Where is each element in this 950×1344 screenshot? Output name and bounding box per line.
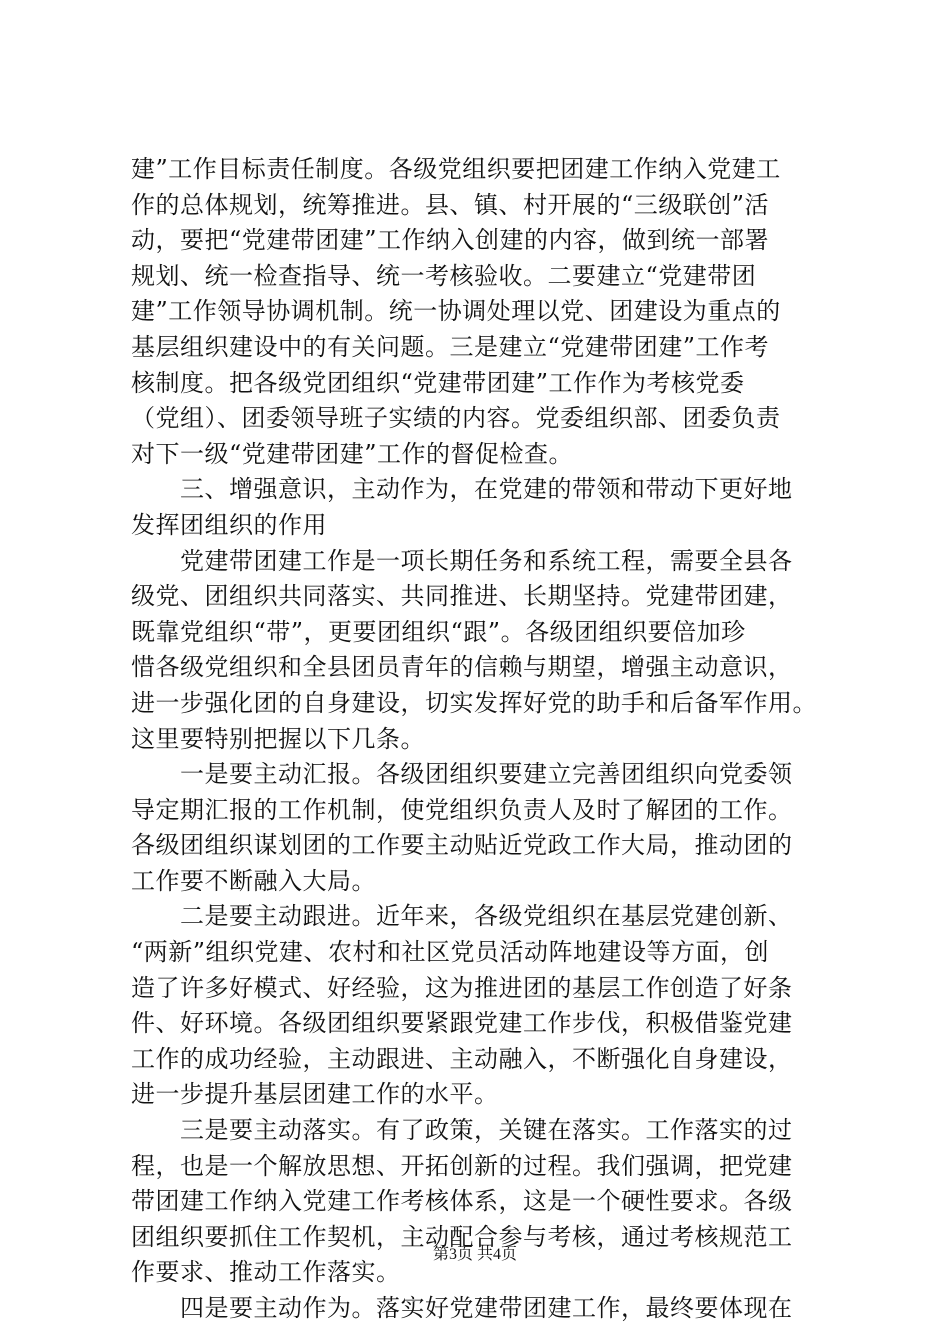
document-body [131, 152, 833, 1327]
text-line: 三是要主动落实。有了政策，关键在落实。工作落实的过 [131, 1116, 793, 1145]
text-line: 程，也是一个解放思想、开拓创新的过程。我们强调，把党建 [131, 1151, 793, 1180]
text-line: 造了许多好模式、好经验，这为推进团的基层工作创造了好条 [131, 973, 793, 1002]
text-line: 规划、统一检查指导、统一考核验收。二要建立“党建带团 [131, 261, 757, 290]
text-line: 二是要主动跟进。近年来，各级党组织在基层党建创新、 [131, 902, 793, 931]
text-line: 这里要特别把握以下几条。 [131, 724, 425, 753]
text-line: 核制度。把各级党团组织“党建带团建”工作作为考核党委 [131, 368, 745, 397]
text-line: 各级团组织谋划团的工作要主动贴近党政工作大局，推动团的 [131, 831, 793, 860]
text-line: 对下一级“党建带团建”工作的督促检查。 [131, 439, 574, 468]
text-line: 作的总体规划，统筹推进。县、镇、村开展的“三级联创”活 [131, 190, 770, 219]
text-line: 动，要把“党建带团建”工作纳入创建的内容，做到统一部署 [131, 226, 770, 255]
text-line: 进一步提升基层团建工作的水平。 [131, 1080, 499, 1109]
text-line: 四是要主动作为。落实好党建带团建工作，最终要体现在 [131, 1294, 793, 1322]
text-line: 一是要主动汇报。各级团组织要建立完善团组织向党委领 [131, 760, 793, 789]
text-line: 既靠党组织“带”，更要团组织“跟”。各级团组织要倍加珍 [131, 617, 746, 646]
text-line: （党组）、团委领导班子实绩的内容。党委组织部、团委负责 [131, 404, 781, 433]
text-line: 件、好环境。各级团组织要紧跟党建工作步伐，积极借鉴党建 [131, 1009, 793, 1038]
text-line: 级党、团组织共同落实、共同推进、长期坚持。党建带团建， [131, 582, 793, 611]
text-line: “两新”组织党建、农村和社区党员活动阵地建设等方面，创 [131, 938, 770, 967]
text-line: 发挥团组织的作用 [131, 510, 327, 539]
text-line: 进一步强化团的自身建设，切实发挥好党的助手和后备军作用。 [131, 688, 817, 717]
text-line: 团组织要抓住工作契机，主动配合参与考核，通过考核规范工 [131, 1222, 793, 1251]
text-line: 党建带团建工作是一项长期任务和系统工程，需要全县各 [131, 546, 793, 575]
text-line: 三、增强意识，主动作为，在党建的带领和带动下更好地 [131, 475, 793, 504]
text-line: 惜各级党组织和全县团员青年的信赖与期望，增强主动意识， [131, 653, 793, 682]
text-line: 建”工作领导协调机制。统一协调处理以党、团建设为重点的 [131, 297, 781, 326]
text-line: 建”工作目标责任制度。各级党组织要把团建工作纳入党建工 [131, 155, 781, 183]
page-footer: 第3页 共4页 [432, 1246, 517, 1263]
text-line: 基层组织建设中的有关问题。三是建立“党建带团建”工作考 [131, 332, 770, 361]
text-line: 导定期汇报的工作机制，使党组织负责人及时了解团的工作。 [131, 795, 793, 824]
text-line: 工作的成功经验，主动跟进、主动融入，不断强化自身建设， [131, 1044, 793, 1073]
text-line: 工作要不断融入大局。 [131, 866, 376, 895]
text-line: 带团建工作纳入党建工作考核体系，这是一个硬性要求。各级 [131, 1187, 793, 1216]
text-line: 作要求、推动工作落实。 [131, 1258, 401, 1287]
